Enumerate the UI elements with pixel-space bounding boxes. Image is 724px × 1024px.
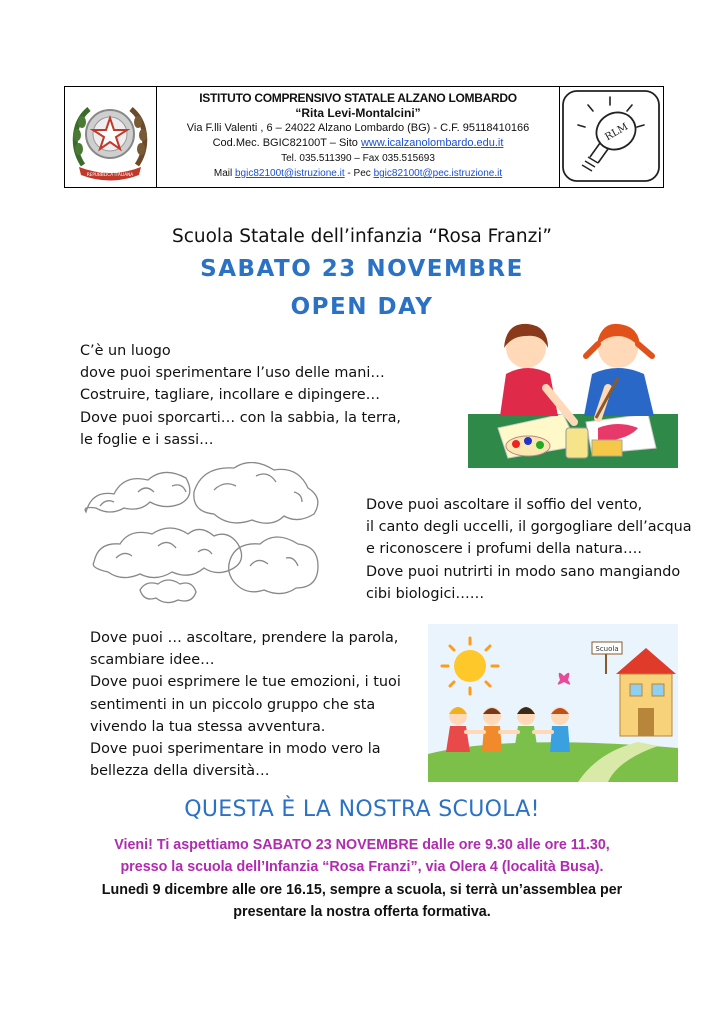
- paragraph-line: dove puoi sperimentare l’uso delle mani…: [80, 365, 385, 382]
- paragraph-line: Costruire, tagliare, incollare e dipingere…: [80, 387, 380, 404]
- assembly-note-line: Lunedì 9 dicembre alle ore 16.15, sempre a scuola, si terrà un’assemblea per: [101, 882, 623, 898]
- emblem-ribbon-text: REPUBBLICA ITALIANA: [86, 172, 134, 177]
- mail-link[interactable]: bgic82100t@istruzione.it: [234, 168, 345, 179]
- lightbulb-logo-icon: [560, 87, 662, 187]
- phone-line: Tel. 035.511390 – Fax 035.515693: [281, 153, 435, 164]
- paragraph-line: sentimenti in un piccolo gruppo che sta: [90, 696, 376, 713]
- paragraph-line: il canto degli uccelli, il gorgogliare dell’acqua: [366, 519, 692, 536]
- pec-link[interactable]: bgic82100t@pec.istruzione.it: [373, 168, 503, 179]
- paragraph-line: Dove puoi ascoltare il soffio del vento,: [366, 497, 643, 513]
- paragraph-line: Dove puoi … ascoltare, prendere la parola,: [90, 630, 399, 646]
- paragraph-line: C’è un luogo: [80, 343, 171, 359]
- school-sign-text: Scuola: [595, 645, 619, 653]
- emblem-cell: [65, 87, 157, 187]
- school-name: ISTITUTO COMPRENSIVO STATALE ALZANO LOMBARDO: [199, 91, 517, 105]
- paragraph-line: Dove puoi sperimentare in modo vero la: [90, 741, 381, 758]
- date-title: SABATO 23 NOVEMBRE: [200, 256, 524, 282]
- paragraph-line: bellezza della diversità…: [90, 763, 270, 780]
- paragraph-hands: [80, 340, 401, 451]
- invite-line: Vieni! Ti aspettiamo SABATO 23 NOVEMBRE dalle ore 9.30 alle ore 11.30,: [114, 837, 610, 853]
- school-address: Via F.lli Valenti , 6 – 24022 Alzano Lombardo (BG) - C.F. 95118410166: [186, 122, 530, 134]
- children-painting-illustration: [468, 318, 678, 468]
- italian-republic-emblem-icon: [65, 87, 155, 187]
- pec-prefix: - Pec: [344, 168, 374, 179]
- paragraph-line: Dove puoi esprimere le tue emozioni, i tuoi: [90, 674, 401, 691]
- paragraph-line: le foglie e i sassi…: [80, 431, 214, 448]
- paragraph-line: Dove puoi nutrirti in modo sano mangiando: [366, 563, 681, 580]
- children-school-illustration: [428, 624, 678, 782]
- logo-cell: [559, 87, 663, 187]
- paragraph-nature: [366, 494, 692, 605]
- website-link[interactable]: www.icalzanolombardo.edu.it: [360, 137, 504, 149]
- school-info: [157, 87, 559, 187]
- invite-location-line: presso la scuola dell’Infanzia “Rosa Franzi”, via Olera 4 (località Busa).: [120, 859, 604, 875]
- mail-line: [157, 166, 559, 181]
- school-dedication: “Rita Levi-Montalcini”: [295, 106, 421, 120]
- letterhead: [64, 86, 664, 188]
- paragraph-line: e riconoscere i profumi della natura….: [366, 541, 642, 558]
- paragraph-line: scambiare idee…: [90, 652, 215, 669]
- code-prefix: Cod.Mec. BGIC82100T – Sito: [212, 137, 361, 149]
- slogan: QUESTA È LA NOSTRA SCUOLA!: [184, 797, 540, 822]
- school-code-line: [157, 136, 559, 151]
- paragraph-line: cibi biologici……: [366, 585, 485, 602]
- paragraph-emotions: [90, 627, 401, 782]
- logo-letters: RLM: [603, 121, 631, 144]
- clouds-outline-illustration: [80, 462, 326, 610]
- paragraph-line: vivendo la tua stessa avventura.: [90, 718, 326, 735]
- openday-title: OPEN DAY: [290, 294, 434, 320]
- assembly-note-line-2: presentare la nostra offerta formativa.: [233, 904, 491, 920]
- mail-prefix: Mail: [213, 168, 235, 179]
- school-title: Scuola Statale dell’infanzia “Rosa Franzi”: [171, 226, 553, 247]
- paragraph-line: Dove puoi sporcarti… con la sabbia, la terra,: [80, 409, 401, 426]
